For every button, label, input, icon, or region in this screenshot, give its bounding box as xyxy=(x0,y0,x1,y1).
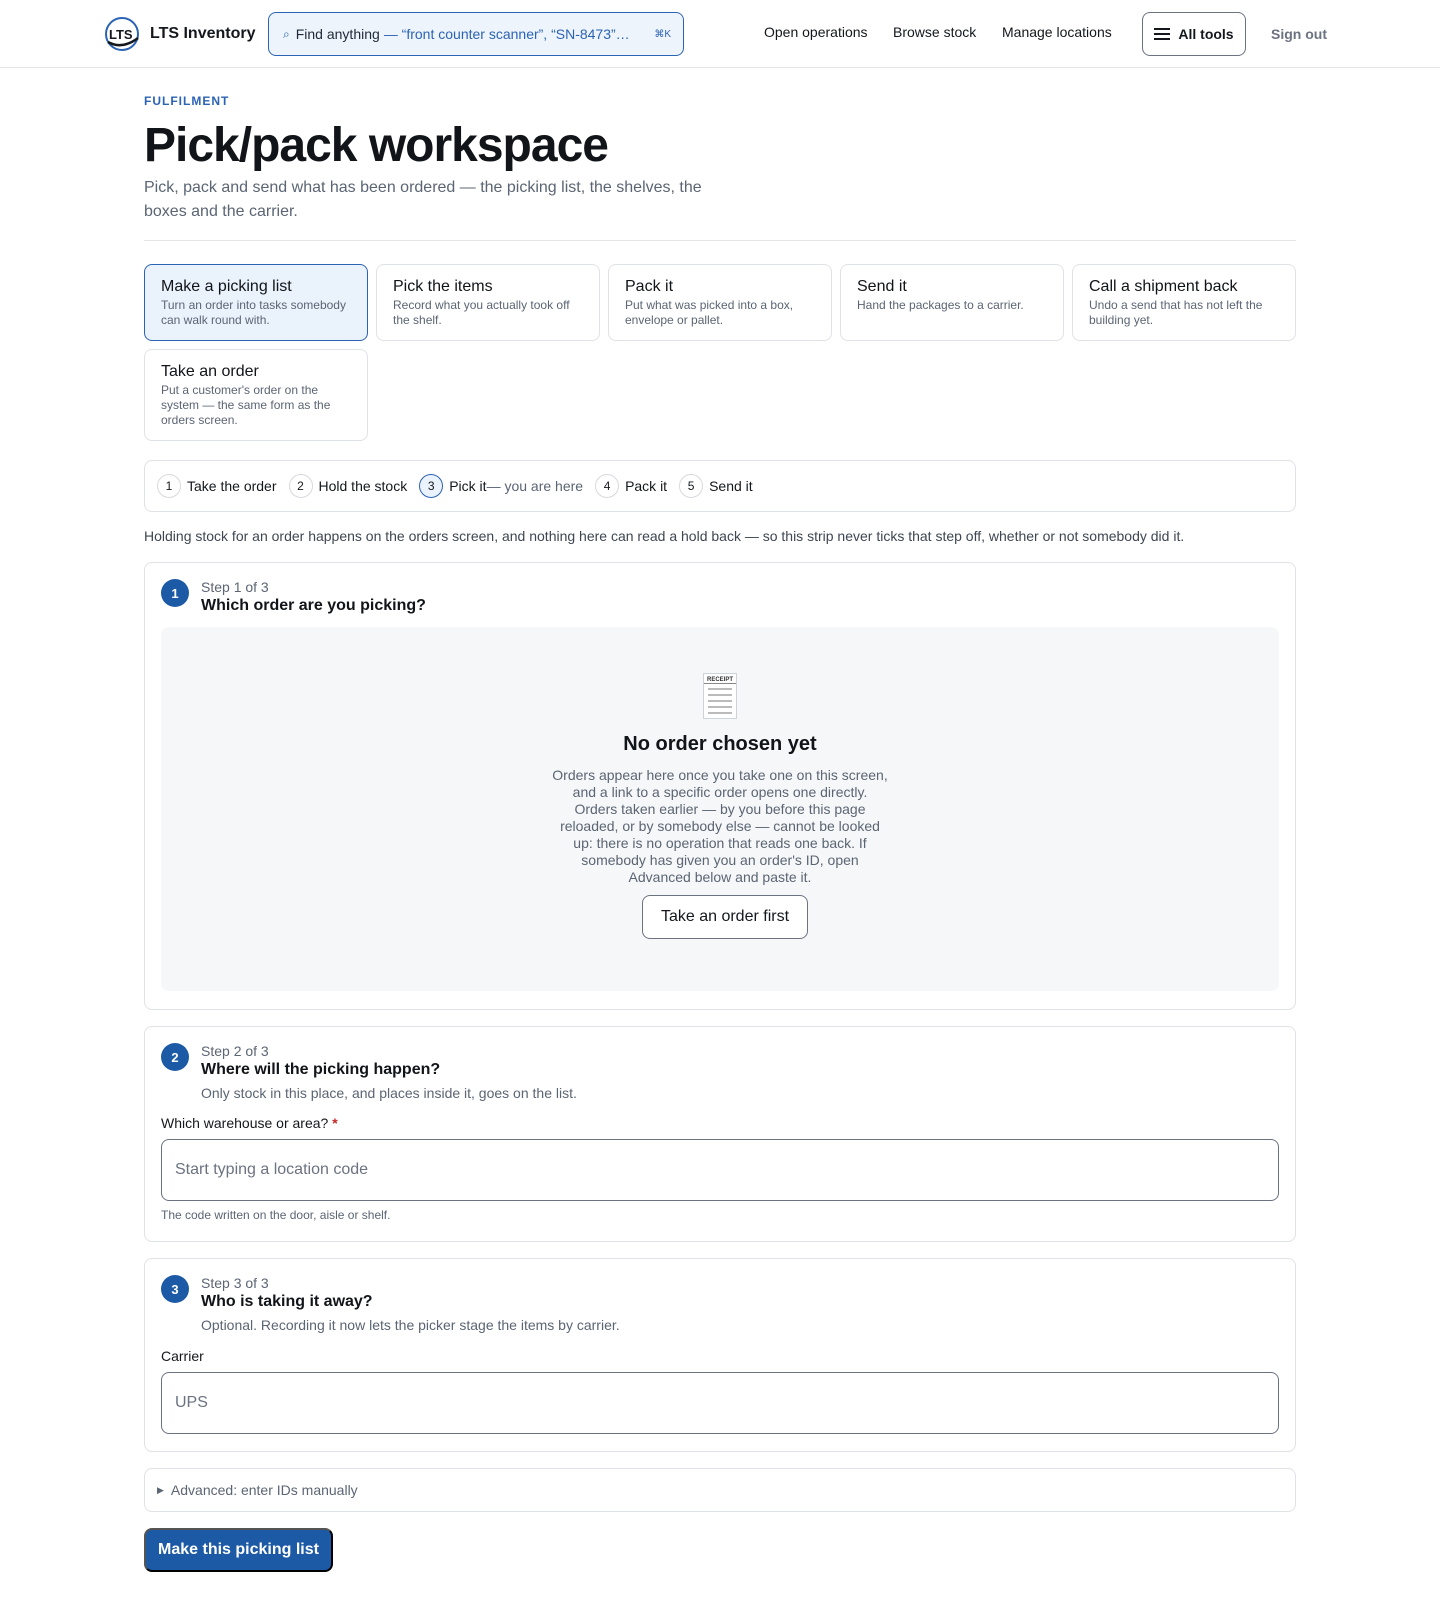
progress-step-here: — you are here xyxy=(486,478,584,494)
carrier-field-label: Carrier xyxy=(161,1348,204,1364)
progress-step xyxy=(157,474,277,498)
step-counter: Step 1 of 3 xyxy=(201,579,269,595)
page-eyebrow: FULFILMENT xyxy=(144,94,230,108)
all-tools-label: All tools xyxy=(1178,26,1234,42)
location-field-label: Which warehouse or area? * xyxy=(161,1115,338,1131)
progress-step xyxy=(595,474,667,498)
step-title: Who is taking it away? xyxy=(201,1293,373,1310)
global-search[interactable] xyxy=(268,12,684,56)
progress-note: Holding stock for an order happens on the orders screen, and nothing here can read a hold back — so this strip never ticks that step off, whether or not somebody did it. xyxy=(144,528,1185,544)
tool-desc: Put what was picked into a box, envelope or pallet. xyxy=(625,298,794,327)
tool-title: Take an order xyxy=(161,363,259,380)
advanced-disclosure[interactable] xyxy=(144,1468,1296,1512)
step-badge: 1 xyxy=(161,579,189,607)
required-mark: * xyxy=(332,1115,338,1131)
empty-state-body: Orders appear here once you take one on this screen, and a link to a specific order opens one directly. Orders taken earlier — by you before this page reloaded, or by somebody else — cannot be looked up: there is no operation that reads one back. If somebody has given you an order's ID, open Advanced below and paste it. xyxy=(552,767,888,885)
progress-step xyxy=(289,474,408,498)
progress-step-label: Pick it xyxy=(449,478,487,494)
step-1-card xyxy=(144,562,1296,1010)
tool-desc: Undo a send that has not left the building yet. xyxy=(1089,298,1263,327)
step-counter: Step 2 of 3 xyxy=(201,1043,269,1059)
tool-title: Pack it xyxy=(625,278,674,295)
step-counter: Step 3 of 3 xyxy=(201,1275,269,1291)
tool-desc: Put a customer's order on the system — the same form as the orders screen. xyxy=(161,383,331,427)
brand-logo-icon xyxy=(104,16,142,52)
brand[interactable] xyxy=(104,16,256,52)
tool-pick-items[interactable] xyxy=(376,264,600,341)
progress-step-number: 2 xyxy=(289,474,313,498)
page-subtitle: Pick, pack and send what has been ordered — the picking list, the shelves, the boxes and the carrier. xyxy=(144,179,702,220)
brand-name: LTS Inventory xyxy=(150,25,256,42)
tool-call-shipment-back[interactable] xyxy=(1072,264,1296,341)
tool-title: Pick the items xyxy=(393,278,493,295)
progress-step-number: 4 xyxy=(595,474,619,498)
progress-step-number: 3 xyxy=(419,474,443,498)
step-title: Where will the picking happen? xyxy=(201,1061,441,1078)
step-badge: 3 xyxy=(161,1275,189,1303)
step-title: Which order are you picking? xyxy=(201,597,426,614)
menu-icon xyxy=(1154,28,1170,40)
step-description: Optional. Recording it now lets the picker stage the items by carrier. xyxy=(201,1317,620,1333)
page-title: Pick/pack workspace xyxy=(144,119,608,172)
sign-out-link[interactable]: Sign out xyxy=(1271,26,1327,42)
progress-step-label: Take the order xyxy=(187,478,277,494)
tool-title: Make a picking list xyxy=(161,278,292,295)
receipt-label: RECEIPT xyxy=(704,677,736,684)
tool-desc: Turn an order into tasks somebody can walk round with. xyxy=(161,298,346,327)
svg-text:LTS: LTS xyxy=(109,27,133,42)
tool-cards xyxy=(144,264,1296,441)
tool-pack-it[interactable] xyxy=(608,264,832,341)
all-tools-button[interactable] xyxy=(1142,12,1246,56)
advanced-label: Advanced: enter IDs manually xyxy=(170,1482,358,1498)
disclosure-triangle-icon: ▶ xyxy=(157,1484,164,1495)
tool-desc: Record what you actually took off the shelf. xyxy=(393,298,570,327)
tool-make-picking-list[interactable] xyxy=(144,264,368,341)
progress-step xyxy=(679,474,753,498)
empty-state-title: No order chosen yet xyxy=(623,733,817,755)
step-badge: 2 xyxy=(161,1043,189,1071)
take-order-first-button[interactable]: Take an order first xyxy=(642,895,808,939)
step-3-card xyxy=(144,1258,1296,1452)
progress-strip xyxy=(144,460,1296,512)
progress-step-number: 5 xyxy=(679,474,703,498)
step-description: Only stock in this place, and places inside it, goes on the list. xyxy=(201,1085,577,1101)
progress-step-number: 1 xyxy=(157,474,181,498)
progress-step-current xyxy=(419,474,583,498)
location-input[interactable] xyxy=(161,1139,1279,1201)
carrier-input[interactable] xyxy=(161,1372,1279,1434)
tool-title: Call a shipment back xyxy=(1089,278,1238,295)
make-picking-list-button[interactable]: Make this picking list xyxy=(144,1528,333,1572)
nav-browse-stock[interactable]: Browse stock xyxy=(893,24,977,40)
tool-send-it[interactable] xyxy=(840,264,1064,341)
search-hint: — “front counter scanner”, “SN-8473”… xyxy=(383,26,630,42)
nav-open-operations[interactable]: Open operations xyxy=(764,24,868,40)
search-shortcut: ⌘K xyxy=(654,28,671,40)
carrier-input-placeholder: UPS xyxy=(175,1394,208,1411)
location-input-placeholder: Start typing a location code xyxy=(175,1161,369,1178)
progress-step-label: Hold the stock xyxy=(318,478,408,494)
nav-manage-locations[interactable]: Manage locations xyxy=(1002,24,1112,40)
step-2-card xyxy=(144,1026,1296,1242)
search-lead: Find anything xyxy=(295,26,380,42)
tool-take-order[interactable] xyxy=(144,349,368,441)
divider xyxy=(144,240,1296,241)
empty-state xyxy=(161,627,1279,991)
progress-step-label: Pack it xyxy=(625,478,668,494)
search-icon: ⌕ xyxy=(283,26,290,41)
tool-desc: Hand the packages to a carrier. xyxy=(857,298,1024,312)
receipt-icon xyxy=(703,673,737,719)
progress-step-label: Send it xyxy=(709,478,753,494)
location-field-help: The code written on the door, aisle or shelf. xyxy=(161,1208,391,1222)
top-bar xyxy=(0,0,1440,68)
tool-title: Send it xyxy=(857,278,907,295)
